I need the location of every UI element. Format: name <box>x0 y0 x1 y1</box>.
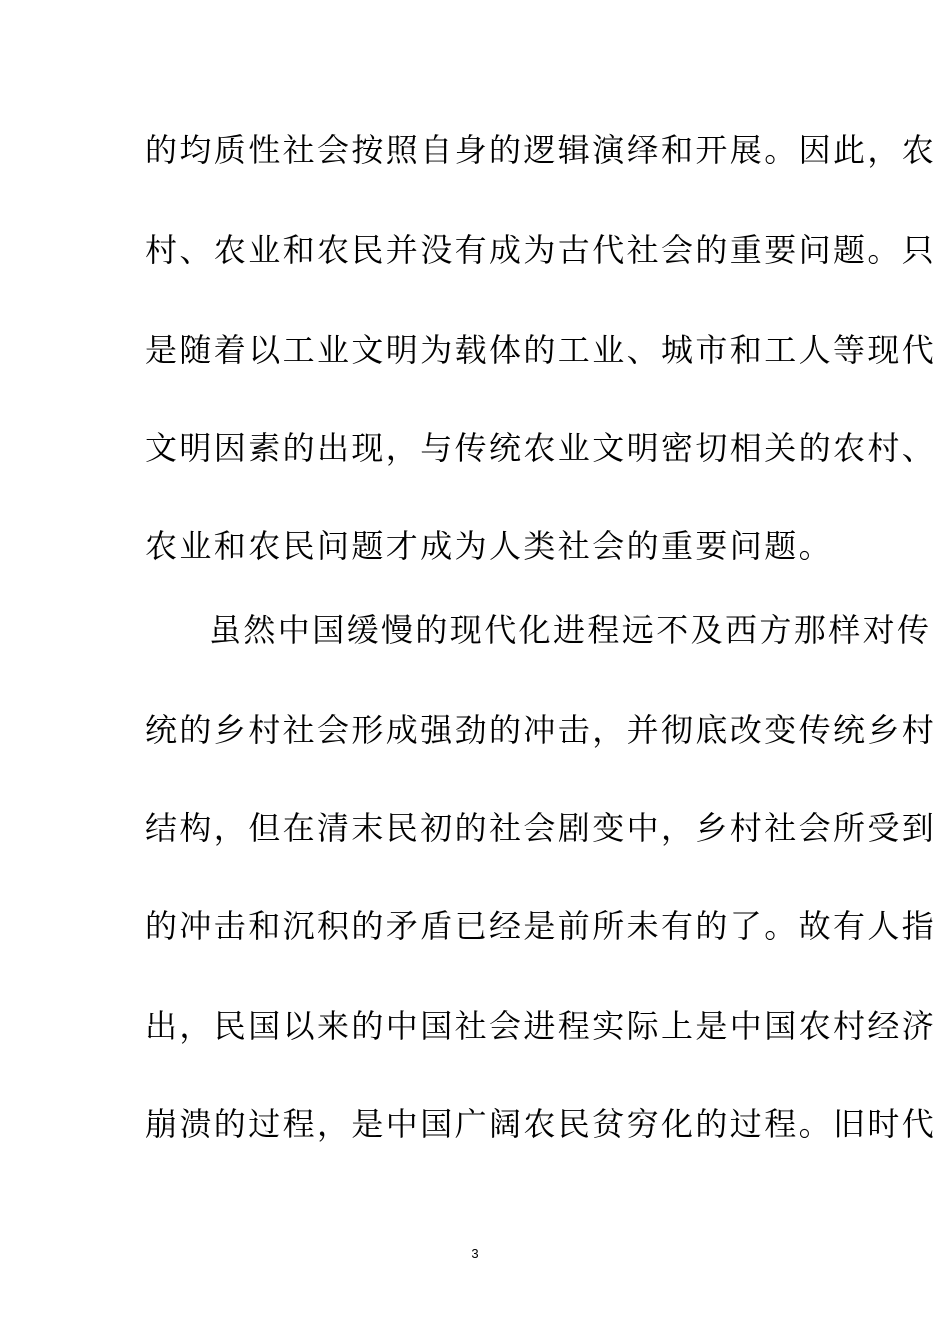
text-line: 崩溃的过程，是中国广阔农民贫穷化的过程。旧时代 <box>145 1105 937 1143</box>
page-number: 3 <box>471 1246 479 1261</box>
text-line: 文明因素的出现，与传统农业文明密切相关的农村、 <box>145 429 937 467</box>
text-line: 的冲击和沉积的矛盾已经是前所未有的了。故有人指 <box>145 907 937 945</box>
text-line: 出，民国以来的中国社会进程实际上是中国农村经济 <box>145 1007 937 1045</box>
text-line: 结构，但在清末民初的社会剧变中，乡村社会所受到 <box>145 809 937 847</box>
text-line: 的均质性社会按照自身的逻辑演绎和开展。因此，农 <box>145 131 937 169</box>
text-line: 是随着以工业文明为载体的工业、城市和工人等现代 <box>145 331 937 369</box>
text-line: 农业和农民问题才成为人类社会的重要问题。 <box>145 527 834 565</box>
text-line: 统的乡村社会形成强劲的冲击，并彻底改变传统乡村 <box>145 711 937 749</box>
paragraph-first-line: 虽然中国缓慢的现代化进程远不及西方那样对传 <box>209 611 932 649</box>
text-line: 村、农业和农民并没有成为古代社会的重要问题。只 <box>145 231 937 269</box>
body-text <box>145 0 937 1344</box>
